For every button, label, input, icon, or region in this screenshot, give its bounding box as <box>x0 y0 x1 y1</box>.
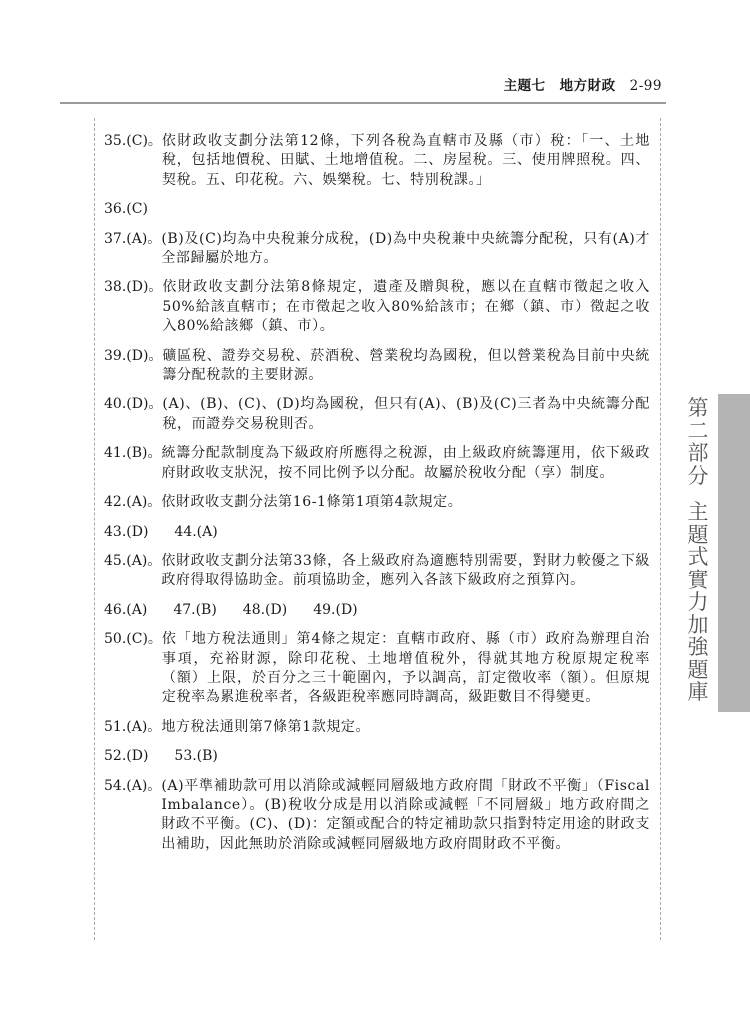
answer-item <box>104 132 650 190</box>
answer-number: 40.(D)。 <box>104 396 163 413</box>
answer-number: 47.(B) <box>173 601 217 618</box>
answer-explanation: (B)及(C)均為中央稅兼分成稅，(D)為中央稅兼中央統籌分配稅，只有(A)才全部歸屬於地方。 <box>161 230 650 267</box>
answer-number: 37.(A)。 <box>104 230 162 247</box>
answer-explanation: 依財政收支劃分法第33條，各上級政府為適應特別需要，對財力較優之下級政府得取得協助金。前項協助金，應列入各該下級政府之預算內。 <box>161 552 650 589</box>
right-margin-rule <box>660 118 661 940</box>
answer-explanation: 依財政收支劃分法第8條規定，遺產及贈與稅，應以在直轄市徵起之收入50%給該直轄市；在市徵起之收入80%給該市；在鄉（鎮、市）徵起之收入80%給該鄉（鎮、市）。 <box>162 279 650 335</box>
answer-explanation: (A)平準補助款可用以消除或減輕同層級地方政府間「財政不平衡」（Fiscal Imbalance）。(B)稅收分成是用以消除或減輕「不同層級」地方政府間之財政不平衡。(C)、(D)：定額或配合的特定補助款只指對特定用途的財政支出補助，因此無助於消除或減輕同層級地方政府間財政不平衡。 <box>161 777 650 852</box>
answer-item <box>104 278 650 336</box>
header-rule <box>60 102 666 104</box>
answer-explanation: (A)、(B)、(C)、(D)均為國稅，但只有(A)、(B)及(C)三者為中央統籌分配稅，而證券交易稅則否。 <box>162 396 650 432</box>
answer-number: 36.(C) <box>104 201 148 218</box>
answer-explanation: 地方稅法通則第7條第1款規定。 <box>161 718 371 735</box>
answer-number: 43.(D) <box>104 523 149 540</box>
header-section: 地方財政 <box>559 78 616 94</box>
answer-explanation: 礦區稅、證券交易稅、菸酒稅、營業稅均為國稅，但以營業稅為目前中央統籌分配稅款的主要財源。 <box>162 347 650 384</box>
left-margin-rule <box>94 118 95 940</box>
answer-number: 50.(C)。 <box>104 631 162 648</box>
answer-item <box>104 444 650 483</box>
answer-explanation: 依「地方稅法通則」第4條之規定：直轄市政府、縣（市）政府為辦理自治事項，充裕財源，除印花稅、土地增值稅外，得就其地方稅原規定稅率（額）上限，於百分之三十範圍內，予以調高，訂定徵收率（額）。但原規定稅率為累進稅率者，各級距稅率應同時調高，級距數目不得變更。 <box>161 631 650 706</box>
answer-number: 54.(A)。 <box>104 777 162 794</box>
side-tab-part: 第二部分 <box>687 396 709 488</box>
answer-number: 42.(A)。 <box>104 494 162 511</box>
page-number: 2-99 <box>629 78 662 94</box>
answer-number: 49.(D) <box>313 601 358 618</box>
answer-number: 45.(A)。 <box>104 552 162 569</box>
answer-item <box>104 552 650 591</box>
side-tab <box>718 394 750 712</box>
answer-row <box>104 747 650 766</box>
header-topic: 主題七 <box>503 78 546 94</box>
running-header <box>504 74 662 94</box>
answer-explanation: 統籌分配款制度為下級政府所應得之稅源，由上級政府統籌運用，依下級政府財政收支狀況，按不同比例予以分配。故屬於稅收分配（享）制度。 <box>161 445 650 481</box>
answer-explanation: 依財政收支劃分法第12條，下列各稅為直轄市及縣（市）稅：「一、土地稅，包括地價稅、田賦、土地增值稅。二、房屋稅。三、使用牌照稅。四、契稅。五、印花稅。六、娛樂稅。七、特別稅課。」 <box>161 133 650 188</box>
answer-number: 39.(D)。 <box>104 347 163 364</box>
side-tab-label <box>683 397 713 704</box>
answer-item <box>104 347 650 386</box>
answer-explanation: 依財政收支劃分法第16-1條第1項第4款規定。 <box>161 494 463 511</box>
answer-item <box>104 630 650 708</box>
answer-item <box>104 777 650 855</box>
answer-item <box>104 230 650 269</box>
answer-item <box>104 200 650 219</box>
answer-list <box>104 132 650 864</box>
side-tab-title: 主題式實力加強題庫 <box>687 500 709 704</box>
answer-number: 51.(A)。 <box>104 718 162 735</box>
answer-number: 46.(A) <box>104 601 148 618</box>
answer-number: 35.(C)。 <box>104 133 162 149</box>
answer-item <box>104 718 650 737</box>
answer-row <box>104 523 650 542</box>
answer-number: 52.(D) <box>104 748 149 765</box>
answer-number: 41.(B)。 <box>104 445 162 462</box>
answer-row <box>104 601 650 620</box>
answer-number: 48.(D) <box>242 601 288 618</box>
answer-item <box>104 493 650 512</box>
answer-item <box>104 395 650 434</box>
answer-number: 38.(D)。 <box>104 279 163 296</box>
answer-number: 44.(A) <box>174 523 218 540</box>
answer-number: 53.(B) <box>174 748 218 765</box>
